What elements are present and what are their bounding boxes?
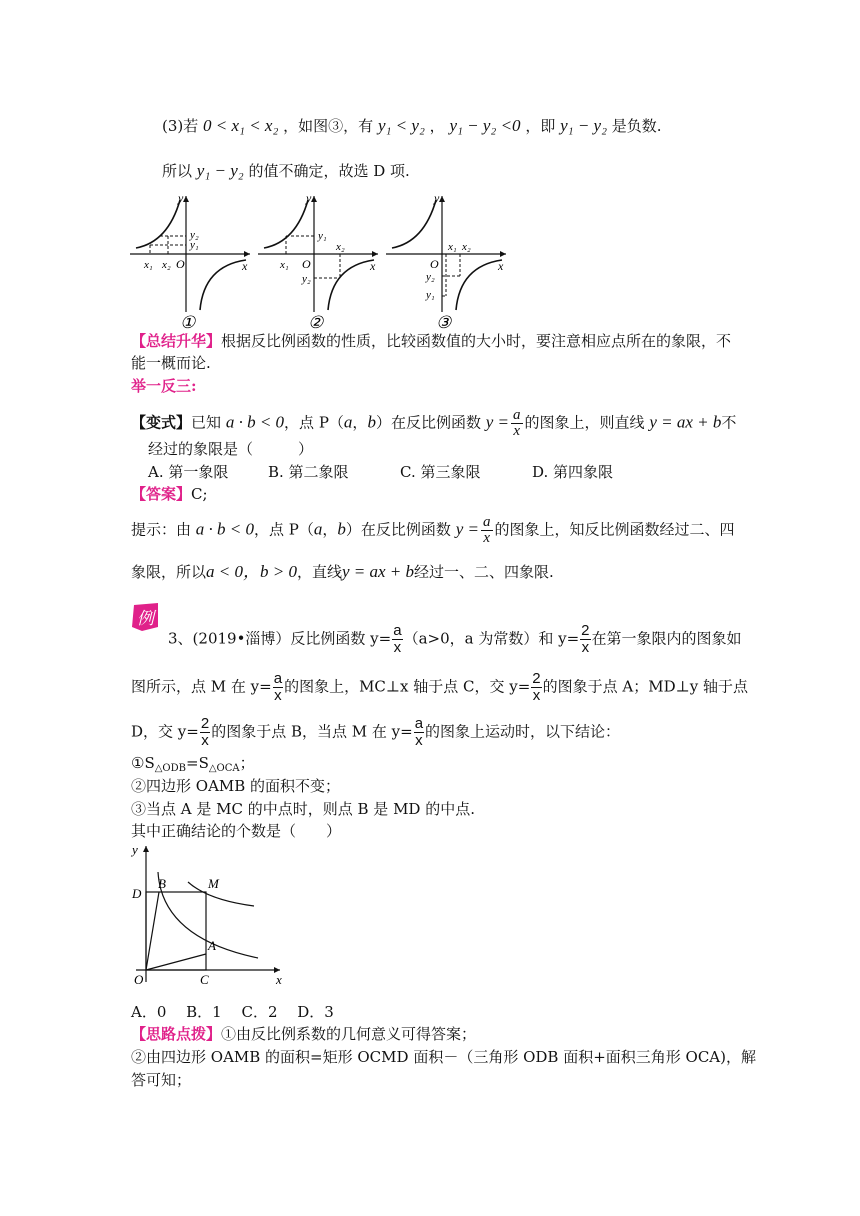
text: （a>0，a 为常数）和 y= [403,629,580,648]
point-m-label: M [208,876,219,891]
point-a-label: A [208,938,216,953]
origin-label: O [430,257,439,271]
text: ； [239,754,255,772]
variant-line-1 [131,408,736,439]
solution-case-3 [162,115,662,137]
axis-label-y: y [178,192,184,205]
caption-3: ③ [436,313,452,332]
fraction [200,716,210,749]
math-var: b [367,412,376,432]
badge-text: 例 [137,609,154,628]
text: =S [186,754,209,772]
text: 的图象上运动时，以下结论： [425,722,621,741]
option-a: A. 第一象限 [148,463,229,481]
fraction [481,515,493,546]
numerator: a [414,715,424,732]
fraction [273,671,283,704]
hint-line-1 [131,515,735,546]
denominator: x [483,530,491,546]
text: ，即 [525,117,556,135]
graph-3 [386,192,506,312]
denominator: x [581,639,590,656]
example-question [131,820,341,842]
axis-label-x: x [370,259,376,273]
denominator: x [513,423,521,439]
text: D，交 y= [131,722,199,741]
text: ）在反比例函数 [375,413,481,432]
caption-2: ② [308,313,324,332]
text: ， [352,413,368,432]
text: 提示：由 [131,520,192,539]
text: ①S [131,754,155,772]
option-d: D. 第四象限 [532,463,614,481]
graph-2 [258,192,378,312]
text: ，如图③，有 [283,117,374,135]
text: 不 [721,413,737,432]
numerator: a [513,407,521,423]
fraction [580,623,590,656]
approach-tag: 【思路点拨】 [131,1025,222,1043]
math-expr: y₁ < y₂ [377,116,425,135]
text: (3)若 [162,117,199,135]
label-x2: x₂ [162,259,171,271]
example-line-3 [131,716,620,749]
text: 其中正确结论的个数是（ ） [131,822,342,840]
origin-label: O [134,972,144,987]
subscript: △OCA [208,763,240,774]
text: ②由四边形 OAMB 的面积=矩形 OCMD 面积－（三角形 ODB 面积+面积三角形 OCA)，解 [131,1048,756,1066]
subscript: △ODB [154,763,186,774]
label-y2: y₂ [302,273,311,285]
numerator: a [273,670,283,687]
math-expr: y = [485,412,510,432]
denominator: x [415,732,423,749]
text: 经过的象限是（ ） [148,440,314,458]
answer-line [131,483,208,505]
hint-line-2 [131,561,554,583]
denominator: x [393,639,402,656]
axis-label-y: y [306,192,312,205]
example-figure [128,842,288,992]
math-var: b [337,519,346,539]
practice-title-text: 举一反三: [131,377,197,395]
label-y2: y₂ [426,271,435,283]
text: 已知 [191,413,222,432]
text: 的值不确定，故选 D 项. [248,162,410,180]
approach-line-3 [131,1069,191,1091]
text: ②四边形 OAMB 的面积不变； [131,777,341,795]
label-y1: y₁ [318,230,327,242]
summary-line-1 [131,330,731,352]
label-y2: y₂ [190,229,199,241]
text: ，点 P（ [284,413,344,432]
text: ③当点 A 是 MC 的中点时，则点 B 是 MD 的中点. [131,800,475,818]
summary-line-2 [131,352,211,374]
math-expr: y = ax + b [341,562,415,581]
label-x1: x₁ [144,259,153,271]
point-c-label: C [200,972,209,987]
point-d-label: D [132,886,142,901]
fraction [531,671,541,704]
approach-line-1 [131,1023,476,1045]
text: 象限，所以 [131,563,207,581]
text: 的图象上，MC⊥x 轴于点 C，交 y= [284,677,531,696]
text: ，点 P（ [254,520,314,539]
text: ）在反比例函数 [345,520,451,539]
point-b-label: B [158,876,166,891]
text: ①由反比例系数的几何意义可得答案； [221,1025,477,1043]
math-expr: a · b < 0 [225,412,285,432]
axis-label-x: x [276,972,282,987]
numerator: 2 [200,715,210,732]
numerator: a [393,622,402,639]
label-y1: y₁ [190,239,199,251]
math-expr: y = [455,519,479,539]
math-expr: a · b < 0 [195,519,255,539]
graph-1 [130,192,250,312]
text: 所以 [162,162,193,180]
math-var: a [343,412,353,432]
example-line-2 [131,671,748,704]
hyperbola-graphs [128,192,520,332]
text: 图所示，点 M 在 y= [131,677,272,696]
summary-text: 根据反比例函数的性质，比较函数值的大小时，要注意相应点所在的象限，不 [221,332,732,350]
numerator: 2 [532,670,541,687]
math-expr: a < 0，b > 0 [206,562,297,581]
axis-label-x: x [242,259,248,273]
fraction [511,408,523,439]
denominator: x [201,732,209,749]
numerator: a [483,514,491,530]
text: 的图象上，知反比例函数经过二、四 [494,520,735,539]
math-expr: y = ax + b [649,412,722,432]
example-badge [128,601,162,635]
example-line-1 [168,623,742,656]
variant-line-2 [148,438,313,460]
math-var: a [313,519,323,539]
approach-line-2 [131,1046,756,1068]
text: 是负数. [611,117,662,135]
text: 3、(2019•淄博）反比例函数 y= [168,629,392,648]
label-x2: x₂ [462,241,471,253]
text: 的图象上，则直线 [524,413,645,432]
text: 经过一、二、四象限. [414,563,554,581]
label-x1: x₁ [280,259,289,271]
conclusion-3 [131,798,475,820]
variant-tag: 【变式】 [131,413,192,432]
example-options [131,1001,334,1023]
label-x2: x₂ [336,241,345,253]
option-c: C. 第三象限 [400,463,481,481]
conclusion-2 [131,775,340,797]
summary-text: 能一概而论. [131,354,211,372]
text: 的图象于点 A；MD⊥y 轴于点 [542,677,748,696]
label-x1: x₁ [448,241,457,253]
solution-conclusion [162,160,410,182]
summary-tag: 【总结升华】 [131,332,222,350]
answer-tag: 【答案】 [131,485,192,503]
fraction [392,623,402,656]
label-y1: y₁ [426,289,435,301]
text: ， [322,520,338,539]
numerator: 2 [581,622,590,639]
options-text: A．0 B．1 C．2 D．3 [131,1003,334,1021]
math-expr: 0 < x₁ < x₂ [203,116,279,135]
text: ，直线 [296,563,342,581]
text: 答可知； [131,1071,192,1089]
practice-title [131,375,197,397]
text: 的图象于点 B，当点 M 在 y= [211,722,413,741]
option-b: B. 第二象限 [268,463,349,481]
origin-label: O [302,257,311,271]
origin-label: O [176,257,185,271]
fraction [414,716,424,749]
caption-1: ① [180,313,196,332]
math-expr: y₁ − y₂ [196,161,244,180]
axis-label-x: x [498,259,504,273]
text: 在第一象限内的图象如 [591,629,742,648]
answer-text: C; [191,485,208,503]
axis-label-y: y [132,842,138,857]
math-expr: y₁ − y₂ [560,116,608,135]
math-expr: y₁ − y₂ <0 [449,116,521,135]
text: ， [429,117,445,135]
axis-label-y: y [434,192,440,205]
denominator: x [274,687,282,704]
denominator: x [532,687,541,704]
